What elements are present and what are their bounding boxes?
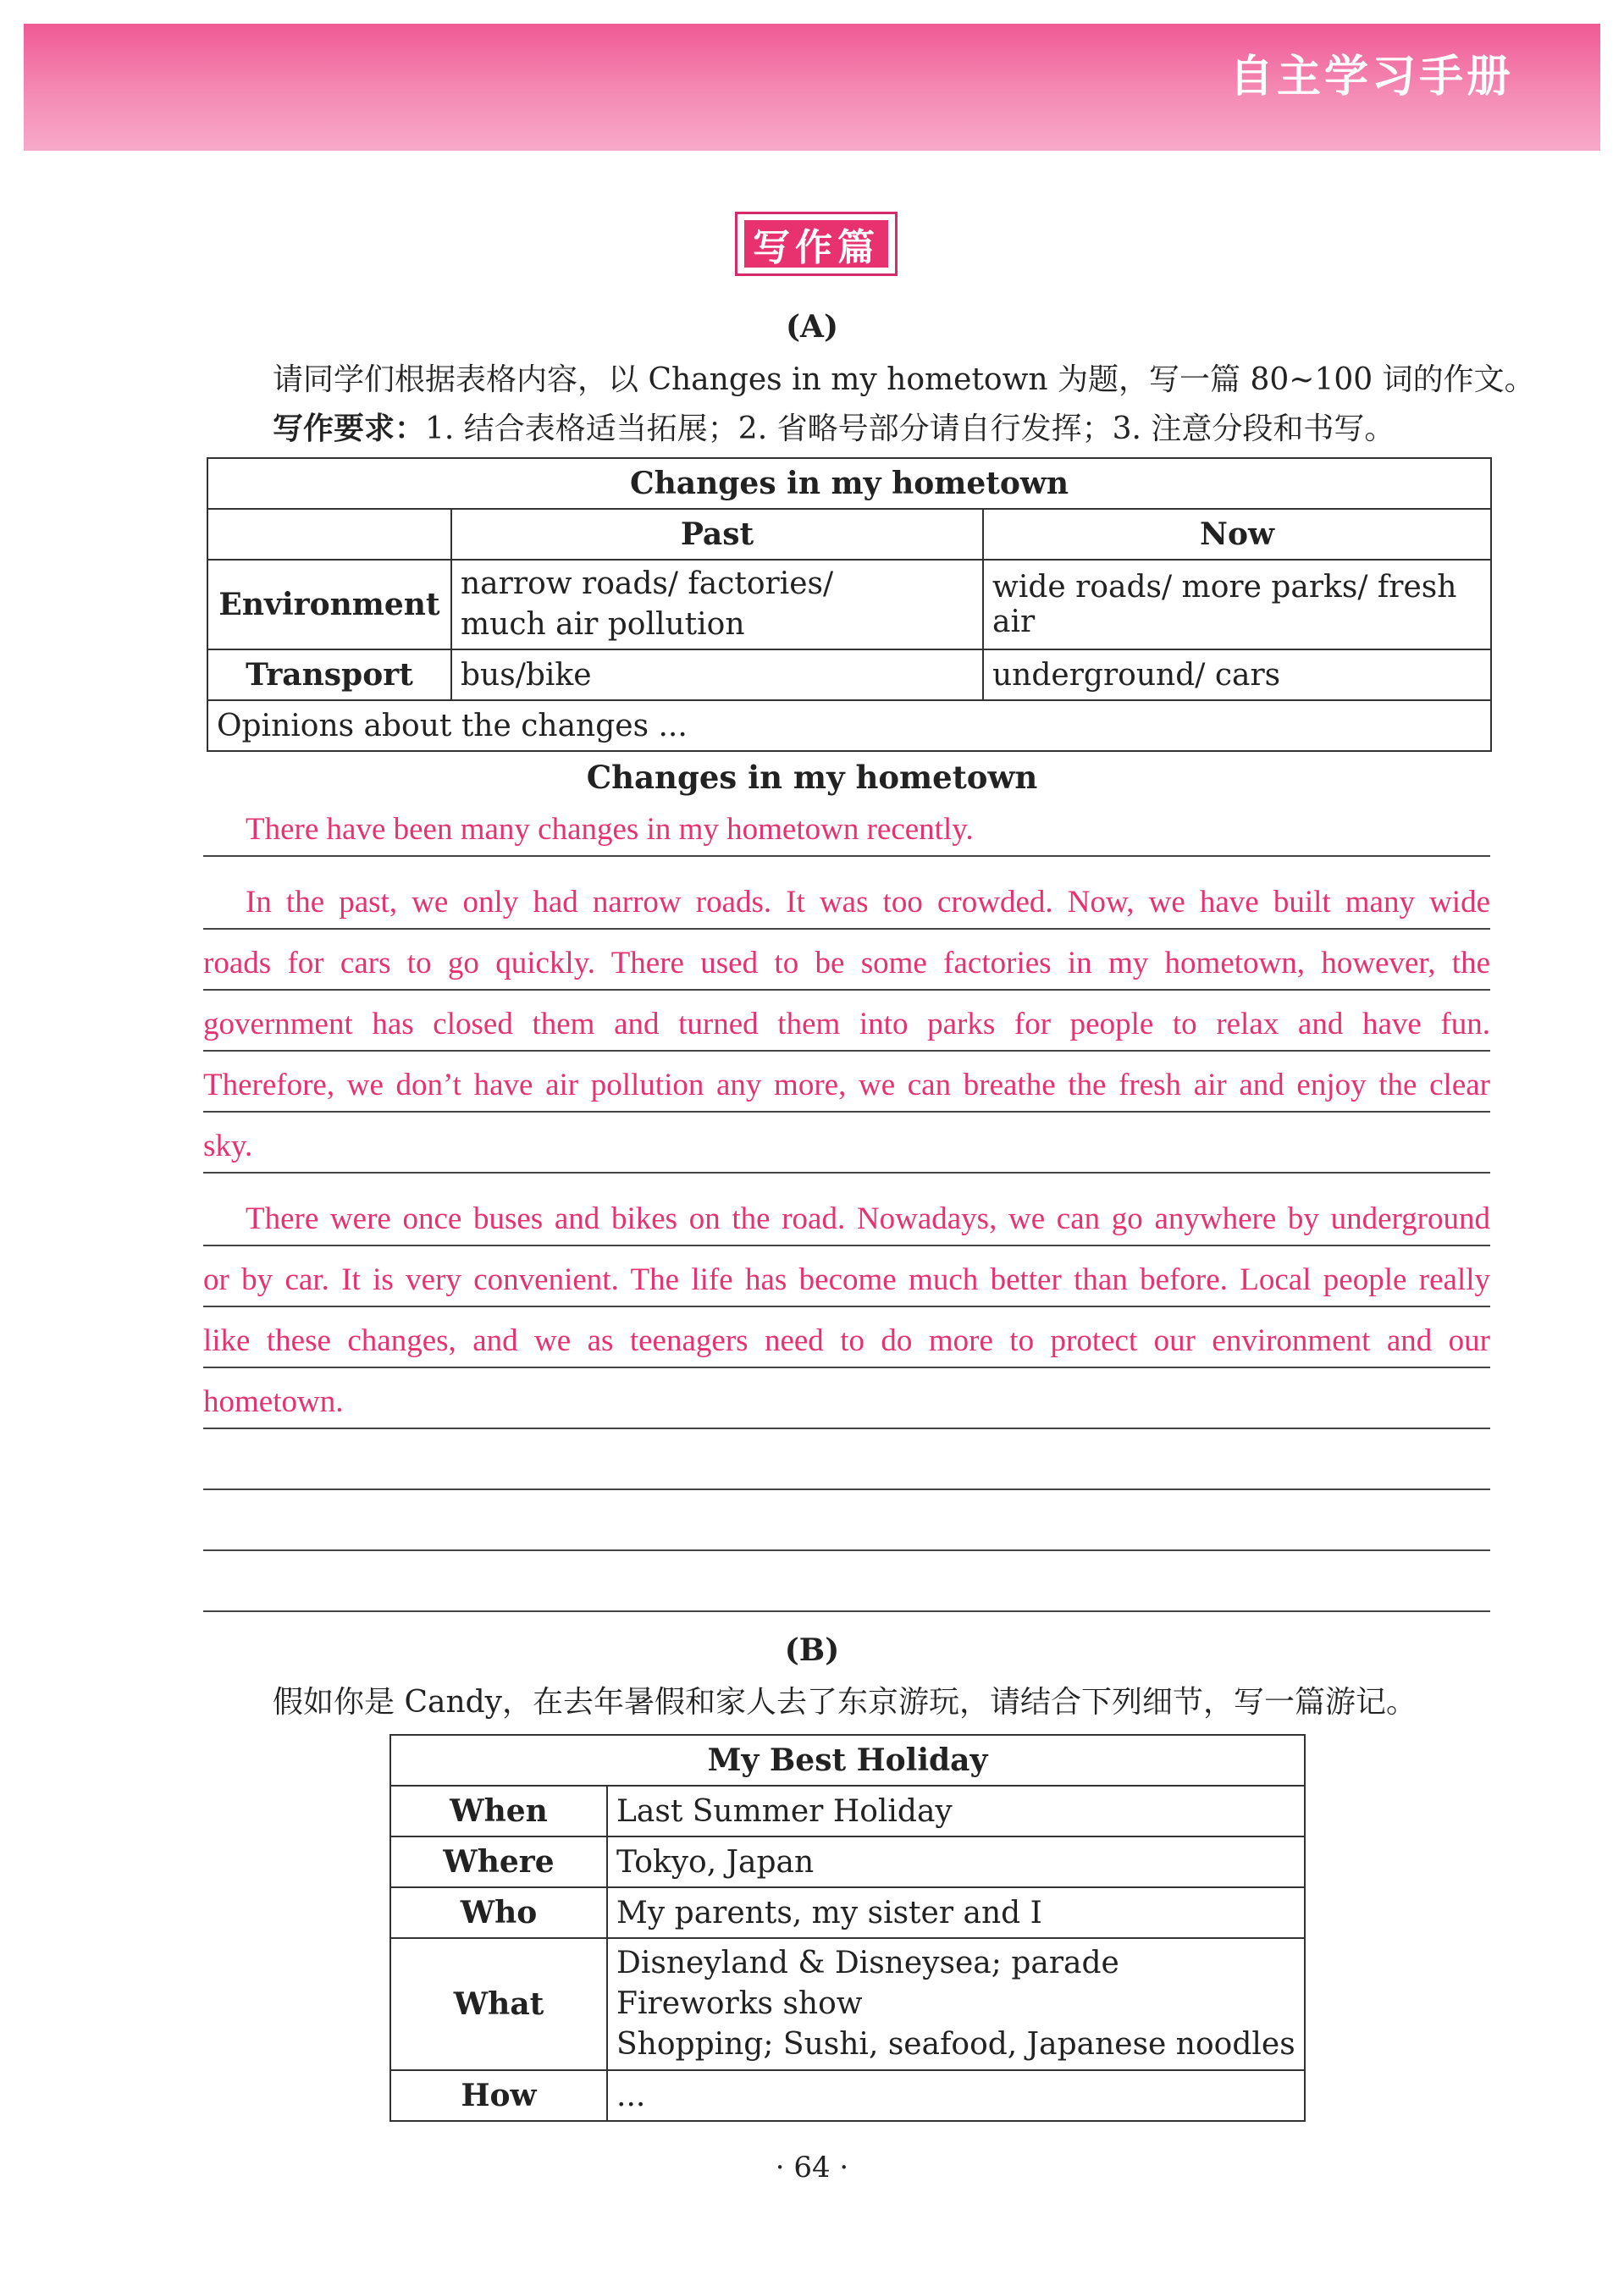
- row-environment-label: Environment: [207, 560, 451, 649]
- changes-table: [207, 457, 1492, 752]
- environment-past-line: narrow roads/ factories/: [461, 566, 834, 601]
- row-when-label: When: [390, 1786, 607, 1836]
- requirement-text: 1. 结合表格适当拓展；2. 省略号部分请自行发挥；3. 注意分段和书写。: [425, 411, 1395, 446]
- essay-line: There were once buses and bikes on the road. Nowadays, we can go anywhere by underground: [203, 1194, 1490, 1246]
- requirement-label: 写作要求：: [273, 411, 426, 446]
- environment-past-line: much air pollution: [461, 607, 745, 642]
- row-who-value: My parents, my sister and I: [607, 1887, 1305, 1938]
- row-who-label: Who: [390, 1887, 607, 1938]
- row-what-label: What: [390, 1938, 607, 2070]
- part-b-label: (B): [784, 1632, 840, 1668]
- row-transport-past: bus/bike: [451, 649, 983, 700]
- blank-writing-line: [203, 1499, 1490, 1551]
- row-where-value: Tokyo, Japan: [607, 1836, 1305, 1887]
- changes-table-title: Changes in my hometown: [207, 458, 1491, 509]
- holiday-table: [389, 1734, 1306, 2122]
- part-b-instruction: 假如你是 Candy，在去年暑假和家人去了东京游玩，请结合下列细节，写一篇游记。: [273, 1685, 1417, 1720]
- what-line: Disneyland & Disneysea; parade: [616, 1946, 1119, 1980]
- section-banner: [735, 212, 898, 276]
- essay-title: Changes in my hometown: [586, 759, 1038, 796]
- row-where-label: Where: [390, 1836, 607, 1887]
- what-line: Shopping; Sushi, seafood, Japanese noodles: [616, 2027, 1295, 2062]
- empty-header-cell: [207, 509, 451, 560]
- essay-line: There have been many changes in my hometown recently.: [203, 804, 1490, 857]
- part-a-label: (A): [786, 309, 838, 345]
- part-a-requirements: [273, 406, 1395, 452]
- row-environment-now: wide roads/ more parks/ fresh air: [983, 560, 1491, 649]
- essay-line: sky.: [203, 1121, 1490, 1174]
- essay-line: government has closed them and turned them into parks for people to relax and have fun.: [203, 999, 1490, 1052]
- what-line: Fireworks show: [616, 1986, 863, 2021]
- col-past: Past: [451, 509, 983, 560]
- row-when-value: Last Summer Holiday: [607, 1786, 1305, 1836]
- page-number: · 64 ·: [775, 2151, 849, 2184]
- essay-line: or by car. It is very convenient. The life has become much better than before. Local people really: [203, 1255, 1490, 1307]
- opinions-row: Opinions about the changes ...: [207, 700, 1491, 751]
- essay-line: Therefore, we don’t have air pollution any more, we can breathe the fresh air and enjoy the clear: [203, 1060, 1490, 1113]
- row-transport-label: Transport: [207, 649, 451, 700]
- col-now: Now: [983, 509, 1491, 560]
- part-a-instruction: 请同学们根据表格内容，以 Changes in my hometown 为题，写一篇 80~100 词的作文。: [273, 362, 1535, 397]
- row-transport-now: underground/ cars: [983, 649, 1491, 700]
- essay-line: hometown.: [203, 1377, 1490, 1429]
- essay-line: roads for cars to go quickly. There used to be some factories in my hometown, however, the: [203, 938, 1490, 991]
- row-how-label: How: [390, 2070, 607, 2121]
- blank-writing-line: [203, 1438, 1490, 1490]
- row-what-value: [607, 1938, 1305, 2070]
- section-banner-label: 写作篇: [744, 220, 888, 268]
- holiday-table-title: My Best Holiday: [390, 1735, 1305, 1786]
- header-title: 自主学习手册: [1229, 52, 1514, 102]
- essay-line: In the past, we only had narrow roads. It was too crowded. Now, we have built many wide: [203, 877, 1490, 930]
- row-environment-past: [451, 560, 983, 649]
- essay-line: like these changes, and we as teenagers need to do more to protect our environment and our: [203, 1316, 1490, 1368]
- row-how-value: ...: [607, 2070, 1305, 2121]
- blank-writing-line: [203, 1560, 1490, 1612]
